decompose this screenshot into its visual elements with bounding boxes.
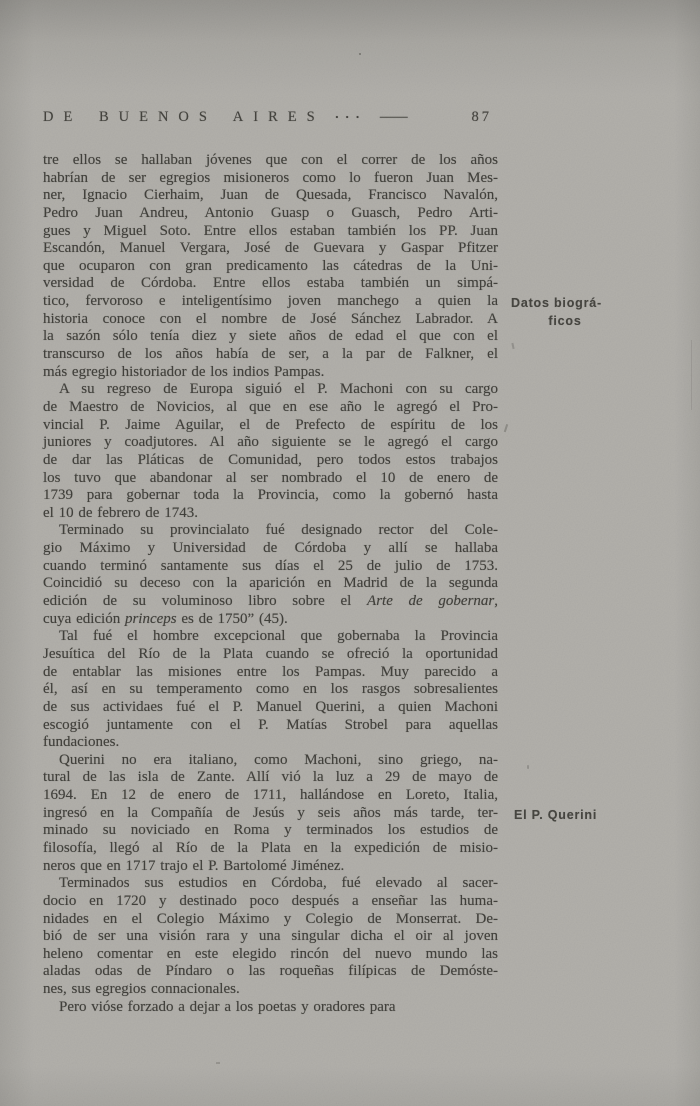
text-line — [43, 611, 498, 629]
text-line: de dar las Pláticas de Comunidad, pero todos estos trabajos — [43, 451, 498, 468]
margin-note-line: ficos — [548, 314, 582, 329]
margin-note-line: El P. Querini — [514, 808, 598, 823]
text-line — [43, 593, 498, 611]
text-line: habrían de ser egregios misioneros como lo fueron Juan Mes- — [43, 169, 498, 186]
margin-note — [514, 806, 622, 824]
italic-text: princeps — [124, 610, 177, 627]
scan-speck — [691, 340, 692, 410]
text-line: vincial P. Jaime Aguilar, el de Prefecto de espíritu de los — [43, 416, 498, 433]
text-line: docio en 1720 y destinado poco después a enseñar las huma- — [43, 892, 498, 909]
scan-speck — [511, 343, 514, 349]
text-line: Coincidió su deceso con la aparición en Madrid de la segunda — [43, 575, 498, 592]
text-line: tre ellos se hallaban jóvenes que con el correr de los años — [43, 152, 498, 168]
text-line: escogió juntamente con el P. Matías Strobel para aquellas — [43, 716, 498, 733]
page-header — [43, 109, 492, 126]
header-dash: — — [379, 109, 408, 125]
text-line: tural de las isla de Zante. Allí vió la luz a 29 de mayo de — [43, 769, 498, 786]
text-segment: edición de su voluminoso libro sobre el — [43, 593, 368, 610]
text-line: heleno comentar en este elegido rincón del nuevo mundo las — [43, 945, 498, 962]
text-line: el 10 de febrero de 1743. — [43, 504, 198, 521]
text-segment: cuya edición — [43, 610, 125, 627]
scan-speck — [359, 53, 361, 55]
text-line: bió de ser una visión rara y una singular dicha el oir al joven — [43, 928, 498, 945]
text-line: Escandón, Manuel Vergara, José de Guevara y Gaspar Pfitzer — [43, 240, 498, 257]
text-line: neros que en 1717 trajo el P. Bartolomé Jiménez. — [43, 857, 345, 874]
text-line: los tuvo que abandonar al ser nombrado el 10 de enero de — [43, 469, 498, 486]
body-text — [43, 152, 498, 1016]
text-line: historia conoce con el nombre de José Sánchez Labrador. A — [43, 310, 498, 327]
text-line: minado su noviciado en Roma y terminados los estudios de — [43, 822, 498, 839]
text-line: Terminado su provincialato fué designado rector del Cole- — [59, 522, 498, 539]
text-line: versidad de Córdoba. Entre ellos estaba también un simpá- — [43, 275, 498, 292]
text-line: gio Máximo y Universidad de Córdoba y allí se hallaba — [43, 540, 498, 557]
text-line: que ocuparon con gran predicamento las cátedras de la Uni- — [43, 257, 498, 274]
text-line: 1694. En 12 de enero de 1711, hallándose en Loreto, Italia, — [43, 787, 498, 804]
text-line: cuando terminó santamente sus días el 25 de julio de 1753. — [43, 557, 498, 574]
text-line: ner, Ignacio Cierhaim, Juan de Quesada, Francisco Navalón, — [43, 187, 498, 204]
text-line: él, así en su temperamento como en los rasgos sobresalientes — [43, 681, 498, 698]
text-line: 1739 para gobernar toda la Provincia, como la gobernó hasta — [43, 487, 498, 504]
text-line: nidades en el Colegio Máximo y Colegio de Monserrat. De- — [43, 910, 498, 927]
text-line: Terminados sus estudios en Córdoba, fué elevado al sacer- — [59, 875, 498, 892]
text-line: juniores y coadjutores. Al año siguiente se le agregó el cargo — [43, 434, 498, 451]
text-line: Querini no era italiano, como Machoni, sino griego, na- — [59, 751, 498, 768]
text-line: A su regreso de Europa siguió el P. Machoni con su cargo — [59, 381, 498, 398]
scan-speck — [527, 765, 529, 769]
text-line: más egregio historiador de los indios Pampas. — [43, 363, 325, 380]
text-line: Jesuítica del Río de la Plata cuando se ofreció la oportunidad — [43, 645, 498, 662]
text-line: filosofía, llegó al Río de la Plata en la expedición de misio- — [43, 839, 498, 856]
text-segment: es de 1750” (45). — [176, 610, 288, 627]
margin-note — [511, 294, 619, 330]
text-line: Pero vióse forzado a dejar a los poetas y oradores para — [59, 998, 396, 1015]
text-line: fundaciones. — [43, 734, 120, 751]
text-line: de entablar las misiones entre los Pampas. Muy parecido a — [43, 663, 498, 680]
text-line: Pedro Juan Andreu, Antonio Guasp o Guasch, Pedro Arti- — [43, 204, 498, 221]
scan-speck — [216, 1062, 220, 1064]
text-line: Tal fué el hombre excepcional que gobernaba la Provincia — [59, 628, 498, 645]
text-line: nes, sus egregios connacionales. — [43, 981, 240, 998]
margin-note-line: Datos biográ- — [511, 296, 602, 311]
text-line: gues y Miguel Soto. Entre ellos estaban también los PP. Juan — [43, 222, 498, 239]
scan-speck — [504, 424, 508, 432]
text-line: transcurso de los años había de ser, a la par de Falkner, el — [43, 346, 498, 363]
text-line: la sazón sólo tenía diez y siete años de edad el que con el — [43, 328, 498, 345]
text-line: tico, fervoroso e inteligentísimo joven manchego a quien la — [43, 293, 498, 310]
text-line: de sus actividaes fué el P. Manuel Querini, a quien Machoni — [43, 698, 498, 715]
header-dots: ··· — [334, 109, 366, 124]
page-number: 87 — [471, 109, 492, 125]
text-line: ingresó en la Compañía de Jesús y seis años más tarde, ter- — [43, 804, 498, 821]
text-line: de Maestro de Novicios, al que en ese año le agregó el Pro- — [43, 398, 498, 415]
running-title: DE BUENOS AIRES — [43, 109, 325, 125]
text-segment: , — [494, 593, 498, 610]
italic-text: Arte de gobernar — [367, 593, 495, 610]
text-line: aladas odas de Píndaro o las roqueñas filípicas de Demóste- — [43, 963, 498, 980]
